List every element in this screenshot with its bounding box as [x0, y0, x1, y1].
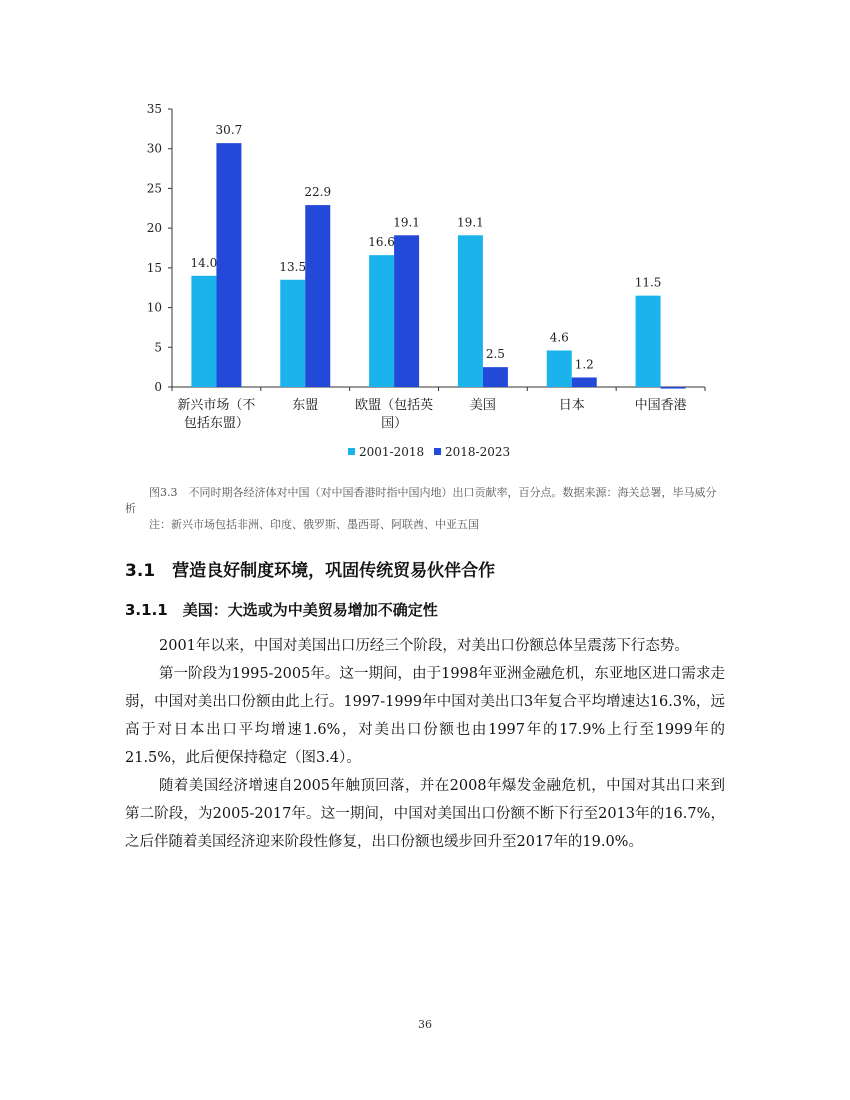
y-tick-label: 5 — [154, 340, 162, 355]
bar — [191, 276, 216, 387]
bar-chart — [0, 0, 850, 480]
data-label: 22.9 — [304, 185, 332, 200]
bar — [636, 296, 661, 387]
paragraph: 2001年以来，中国对美国出口历经三个阶段，对美出口份额总体呈震荡下行态势。 — [159, 638, 689, 654]
data-label: 2.5 — [485, 347, 505, 362]
y-tick-label: 25 — [146, 181, 162, 196]
bar — [216, 143, 241, 387]
y-tick-label: 10 — [146, 300, 162, 315]
data-label: 11.5 — [634, 275, 662, 290]
data-label: 19.1 — [457, 215, 484, 230]
chart-data-labels — [191, 123, 662, 371]
x-category-label: 日本 — [558, 398, 585, 413]
x-category-label: 新兴市场（不 — [177, 398, 256, 413]
data-label: 4.6 — [549, 330, 569, 345]
x-category-label: 中国香港 — [634, 398, 687, 413]
figure-caption: 图3.3 不同时期各经济体对中国（对中国香港时指中国内地）出口贡献率，百分点。数据来源：海关总署，毕马威分析 — [125, 486, 717, 515]
bar — [572, 377, 597, 387]
bar — [458, 235, 483, 387]
x-category-label: 国） — [381, 416, 408, 431]
data-label: 1.2 — [574, 357, 594, 372]
bar — [483, 367, 508, 387]
legend-label: 2018-2023 — [445, 445, 511, 459]
bar — [305, 205, 330, 387]
chart-legend — [348, 445, 510, 459]
chart-bars — [191, 143, 685, 388]
figure-note: 注：新兴市场包括非洲、印度、俄罗斯、墨西哥、阿联酋、中亚五国 — [149, 518, 479, 531]
bar — [280, 280, 305, 387]
page-number: 36 — [418, 1018, 432, 1031]
data-label: 19.1 — [393, 215, 420, 230]
legend-swatch — [434, 448, 441, 455]
y-tick-label: 20 — [146, 221, 162, 236]
bar — [394, 235, 419, 387]
y-tick-label: 0 — [154, 380, 162, 394]
x-category-label: 美国 — [469, 398, 496, 413]
data-label: 14.0 — [190, 255, 218, 270]
data-label: 16.6 — [368, 235, 395, 250]
section-title: 3.1 营造良好制度环境，巩固传统贸易伙伴合作 — [125, 561, 496, 581]
y-tick-label: 30 — [146, 141, 162, 156]
legend-swatch — [348, 448, 355, 455]
x-category-label: 东盟 — [292, 398, 319, 413]
bar — [661, 387, 686, 389]
data-label: 30.7 — [215, 123, 243, 138]
body-text — [125, 632, 725, 856]
paragraph: 第一阶段为1995-2005年。这一期间，由于1998年亚洲金融危机，东亚地区进口需求走弱，中国对美出口份额由此上行。1997-1999年中国对美出口3年复合平均增速达16.3%，远高于对日本出口平均增速1.6%，对美出口份额也由1997年的17.9%上行至1999年的21.5%，此后便保持稳定（图3.4）。 — [125, 666, 725, 766]
y-tick-label: 15 — [146, 260, 162, 275]
x-category-label: 欧盟（包括英 — [355, 398, 434, 413]
paragraph: 随着美国经济增速自2005年触顶回落，并在2008年爆发金融危机，中国对其出口来到第二阶段，为2005-2017年。这一期间，中国对美国出口份额不断下行至2013年的16.7%，之后伴随着美国经济迎来阶段性修复，出口份额也缓步回升至2017年的19.0%。 — [125, 778, 725, 850]
data-label: 13.5 — [279, 259, 307, 274]
bar — [547, 350, 572, 387]
subsection-title: 3.1.1 美国：大选或为中美贸易增加不确定性 — [125, 601, 438, 619]
bar — [369, 255, 394, 387]
y-tick-label: 35 — [146, 102, 162, 116]
chart-category-labels — [177, 397, 686, 431]
legend-label: 2001-2018 — [359, 445, 425, 459]
x-category-label: 包括东盟） — [183, 416, 249, 431]
